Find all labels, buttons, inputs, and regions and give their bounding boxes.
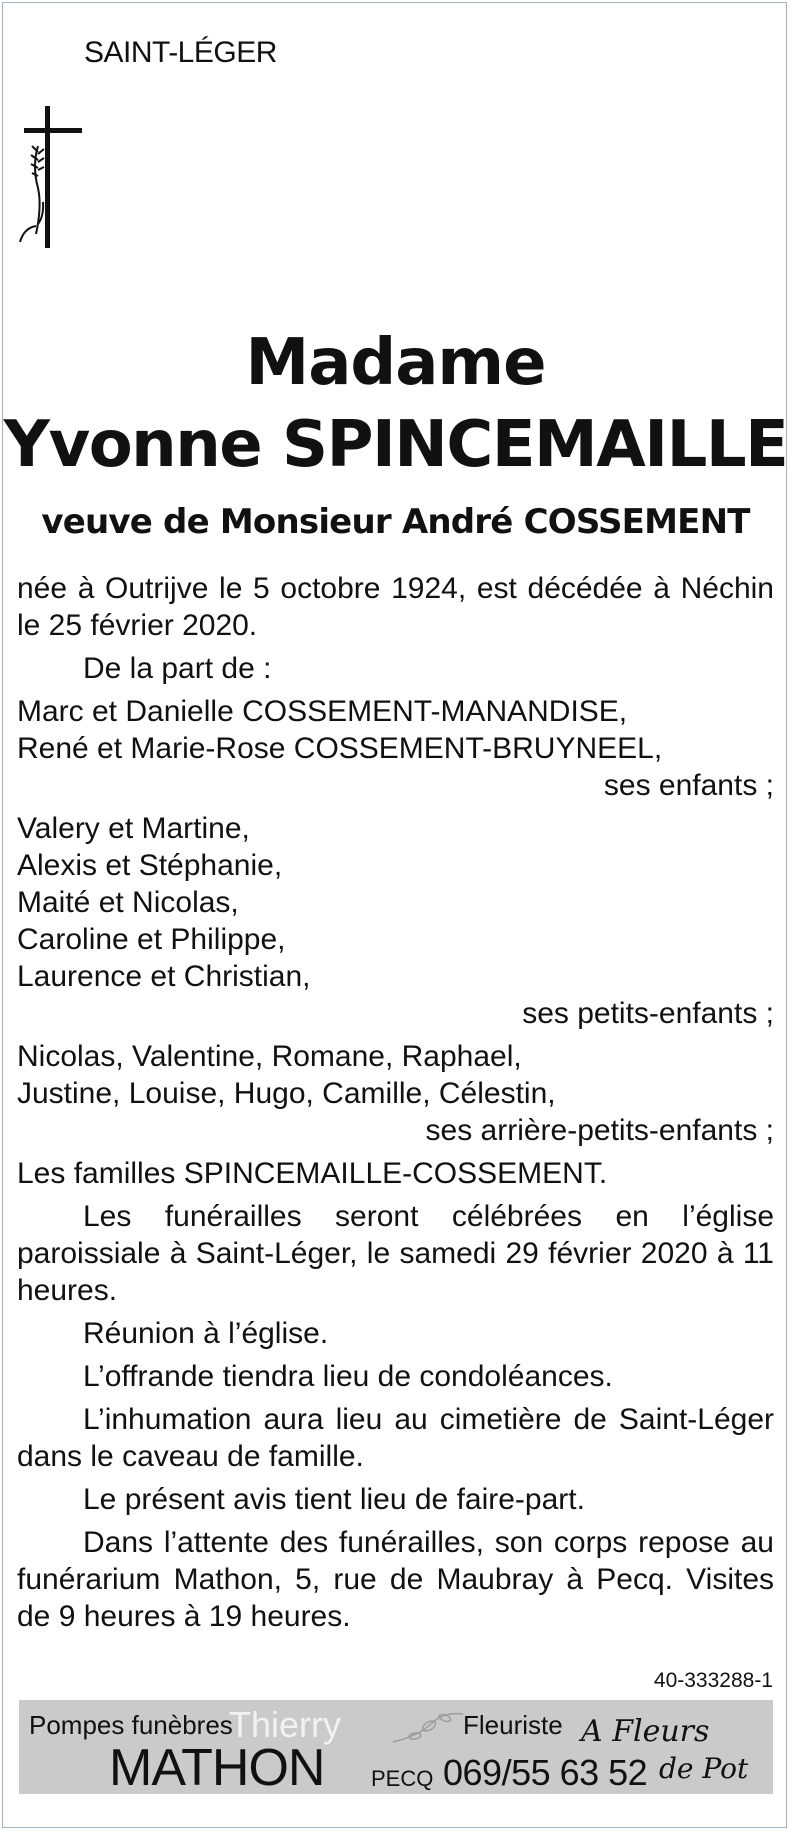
deceased-name: Yvonne SPINCEMAILLE — [3, 408, 788, 482]
meeting-line: Réunion à l’église. — [83, 1317, 329, 1350]
list-item: Valery et Martine, — [17, 812, 250, 845]
list-item: Caroline et Philippe, — [17, 923, 286, 956]
list-item: René et Marie-Rose COSSEMENT-BRUYNEEL, — [17, 732, 663, 765]
burial-paragraph: L’inhumation aura lieu au cimetière de Saint-Léger dans le caveau de famille. — [17, 1403, 774, 1473]
children-label: ses enfants ; — [603, 769, 774, 802]
list-item: Marc et Danielle COSSEMENT-MANANDISE, — [17, 695, 628, 728]
banner-mathon: MATHON — [109, 1739, 325, 1794]
children-list — [17, 693, 774, 767]
grandchildren-list — [17, 810, 774, 995]
great-grandchildren-list — [17, 1038, 774, 1112]
offering-line: L’offrande tiendra lieu de condoléances. — [83, 1360, 613, 1393]
banner-shop-name-line1: A Fleurs — [581, 1714, 710, 1749]
families-line: Les familles SPINCEMAILLE-COSSEMENT. — [17, 1157, 608, 1190]
grandchildren-label: ses petits-enfants ; — [522, 997, 774, 1030]
banner-pecq: PECQ — [371, 1766, 434, 1791]
flower-icon — [389, 1708, 469, 1748]
reference-number: 40-333288-1 — [653, 1669, 773, 1692]
from-line: De la part de : — [83, 652, 272, 685]
banner-shop-name-line2: de Pot — [659, 1752, 749, 1785]
great-grandchildren-label: ses arrière-petits-enfants ; — [425, 1114, 774, 1147]
banner-thierry: Thierry — [229, 1704, 342, 1745]
list-item: Alexis et Stéphanie, — [17, 849, 283, 882]
visits-paragraph: Dans l’attente des funérailles, son corps repose au funérarium Mathon, 5, rue de Maubray à Pecq. Visites de 9 heures à 19 heures. — [17, 1526, 774, 1633]
advertiser-banner — [19, 1700, 773, 1794]
list-item: Nicolas, Valentine, Romane, Raphael, — [17, 1040, 522, 1073]
cross-with-wheat-icon — [16, 106, 88, 248]
list-item: Maité et Nicolas, — [17, 886, 239, 919]
village-name: SAINT-LÉGER — [84, 36, 277, 69]
heading-subtitle: veuve de Monsieur André COSSEMENT — [41, 502, 750, 542]
banner-pompes-funebres: Pompes funèbres — [29, 1710, 233, 1740]
birth-paragraph: née à Outrijve le 5 octobre 1924, est décédée à Néchin le 25 février 2020. — [17, 572, 774, 642]
list-item: Laurence et Christian, — [17, 960, 311, 993]
notice-body — [17, 570, 774, 1641]
banner-phone: 069/55 63 52 — [443, 1752, 648, 1793]
banner-fleuriste: Fleuriste — [463, 1710, 563, 1740]
list-item: Justine, Louise, Hugo, Camille, Célestin, — [17, 1077, 556, 1110]
notice-line: Le présent avis tient lieu de faire-part. — [83, 1483, 585, 1516]
heading-title: Madame — [245, 326, 546, 400]
funeral-paragraph: Les funérailles seront célébrées en l’église paroissiale à Saint-Léger, le samedi 29 février 2020 à 11 heures. — [17, 1200, 774, 1307]
